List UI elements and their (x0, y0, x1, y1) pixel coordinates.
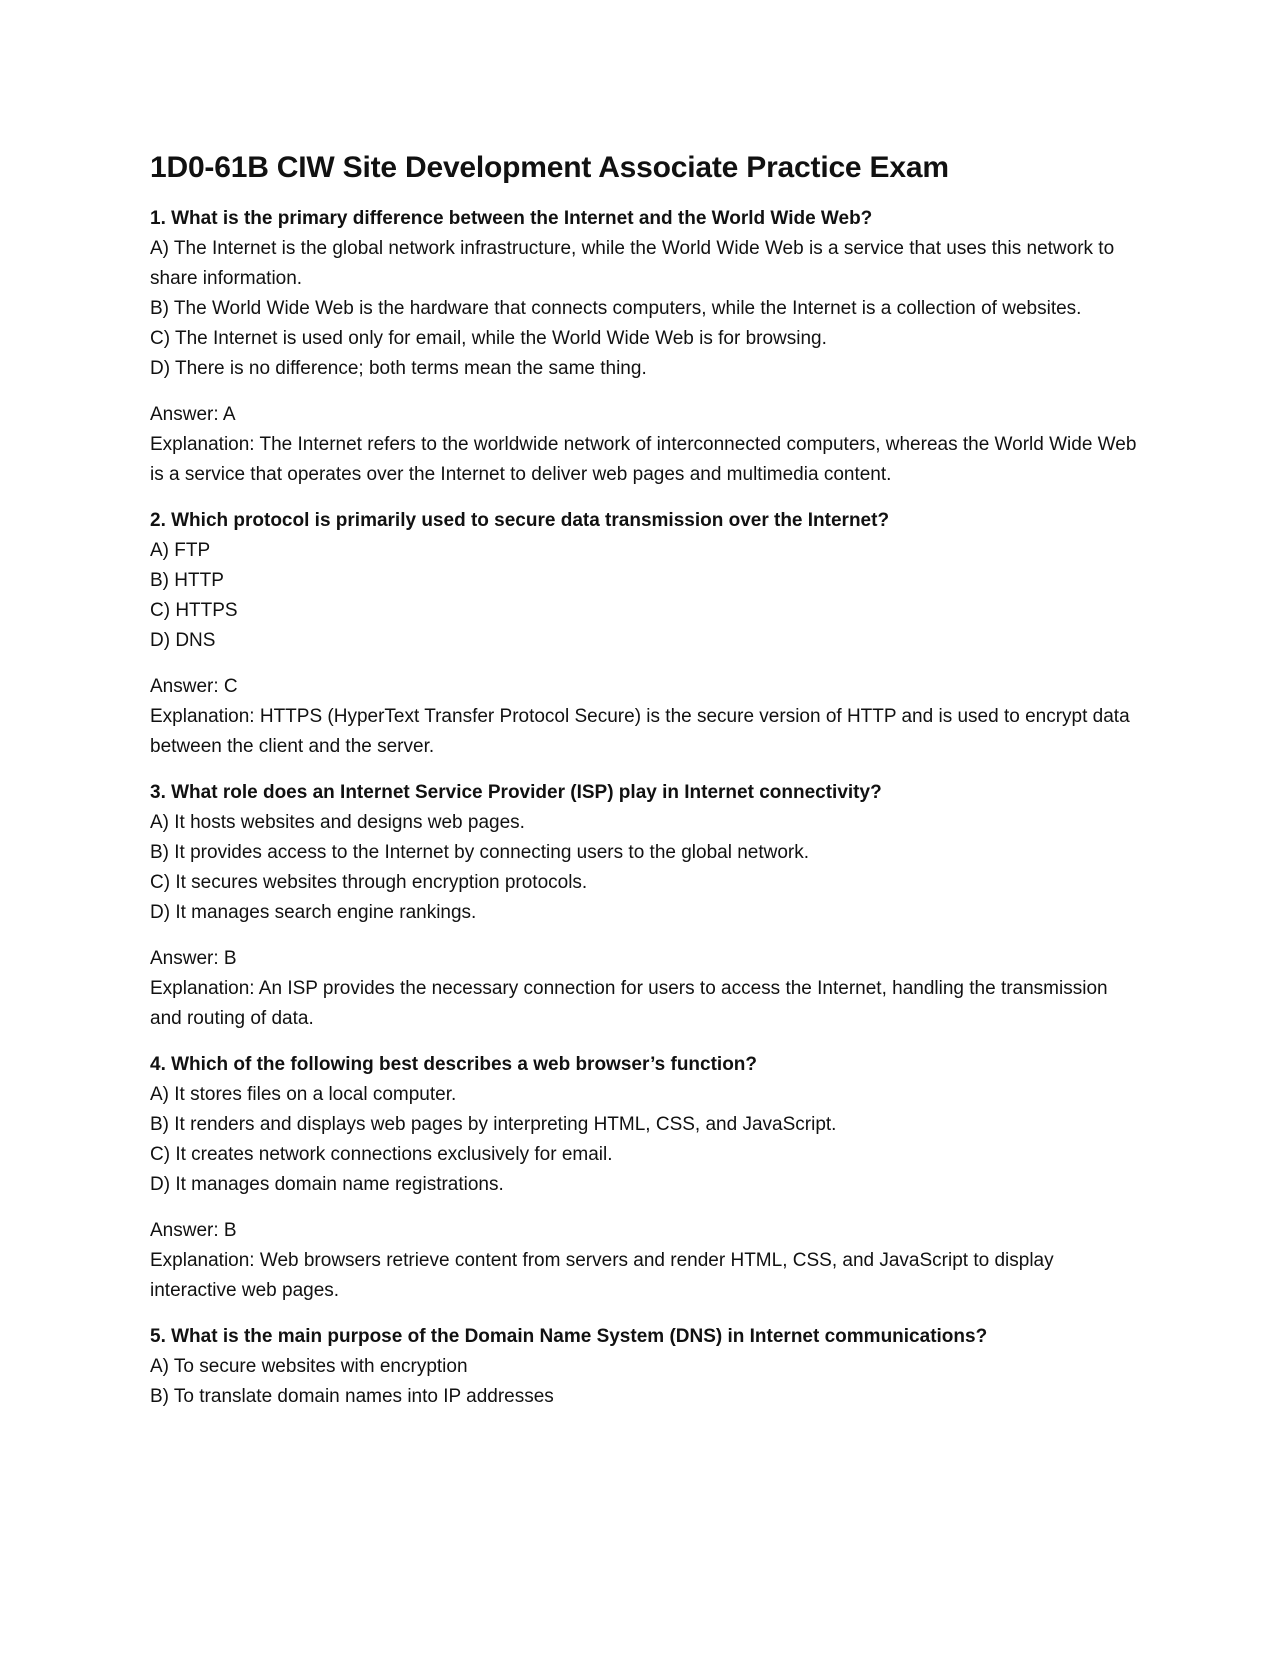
answer-explanation: Explanation: The Internet refers to the worldwide network of interconnected computers, whereas the World Wide Web is a service that operates over the Internet to deliver web pages and multimedia content. (150, 434, 1137, 485)
question-block-2 (150, 506, 1140, 762)
answer-option-d: D) It manages domain name registrations. (150, 1174, 504, 1195)
question-text: 5. What is the main purpose of the Domain Name System (DNS) in Internet communications? (150, 1326, 988, 1347)
answer-key: Answer: A (150, 404, 236, 425)
answer-option-b: B) HTTP (150, 570, 224, 591)
answer-option-d: D) It manages search engine rankings. (150, 902, 477, 923)
document-page (150, 148, 1140, 1412)
question-block-1 (150, 204, 1140, 490)
answer-explanation: Explanation: An ISP provides the necessary connection for users to access the Internet, handling the transmission and routing of data. (150, 978, 1108, 1029)
page-title: 1D0-61B CIW Site Development Associate Practice Exam (150, 151, 949, 184)
question-text: 2. Which protocol is primarily used to secure data transmission over the Internet? (150, 510, 890, 531)
answer-option-a: A) It hosts websites and designs web pages. (150, 812, 525, 833)
answer-option-a: A) It stores files on a local computer. (150, 1084, 457, 1105)
answer-option-b: B) To translate domain names into IP addresses (150, 1386, 554, 1407)
answer-explanation: Explanation: HTTPS (HyperText Transfer Protocol Secure) is the secure version of HTTP and is used to encrypt data between the client and the server. (150, 706, 1130, 757)
answer-option-c: C) It creates network connections exclusively for email. (150, 1144, 613, 1165)
answer-option-b: B) The World Wide Web is the hardware that connects computers, while the Internet is a collection of websites. (150, 298, 1082, 319)
question-text: 4. Which of the following best describes a web browser’s function? (150, 1054, 758, 1075)
question-block-3 (150, 778, 1140, 1034)
answer-option-b: B) It provides access to the Internet by connecting users to the global network. (150, 842, 810, 863)
answer-option-c: C) The Internet is used only for email, while the World Wide Web is for browsing. (150, 328, 827, 349)
question-block-4 (150, 1050, 1140, 1306)
question-text: 3. What role does an Internet Service Provider (ISP) play in Internet connectivity? (150, 782, 882, 803)
answer-option-c: C) HTTPS (150, 600, 238, 621)
answer-key: Answer: B (150, 1220, 237, 1241)
answer-option-a: A) To secure websites with encryption (150, 1356, 468, 1377)
answer-option-d: D) DNS (150, 630, 216, 651)
answer-explanation: Explanation: Web browsers retrieve content from servers and render HTML, CSS, and JavaScript to display interactive web pages. (150, 1250, 1054, 1301)
question-text: 1. What is the primary difference between the Internet and the World Wide Web? (150, 208, 873, 229)
answer-key: Answer: C (150, 676, 238, 697)
answer-option-d: D) There is no difference; both terms mean the same thing. (150, 358, 647, 379)
answer-option-a: A) FTP (150, 540, 211, 561)
answer-key: Answer: B (150, 948, 237, 969)
answer-option-c: C) It secures websites through encryption protocols. (150, 872, 588, 893)
question-block-5 (150, 1322, 1140, 1412)
answer-option-b: B) It renders and displays web pages by interpreting HTML, CSS, and JavaScript. (150, 1114, 837, 1135)
answer-option-a: A) The Internet is the global network infrastructure, while the World Wide Web is a service that uses this network to share information. (150, 238, 1115, 289)
